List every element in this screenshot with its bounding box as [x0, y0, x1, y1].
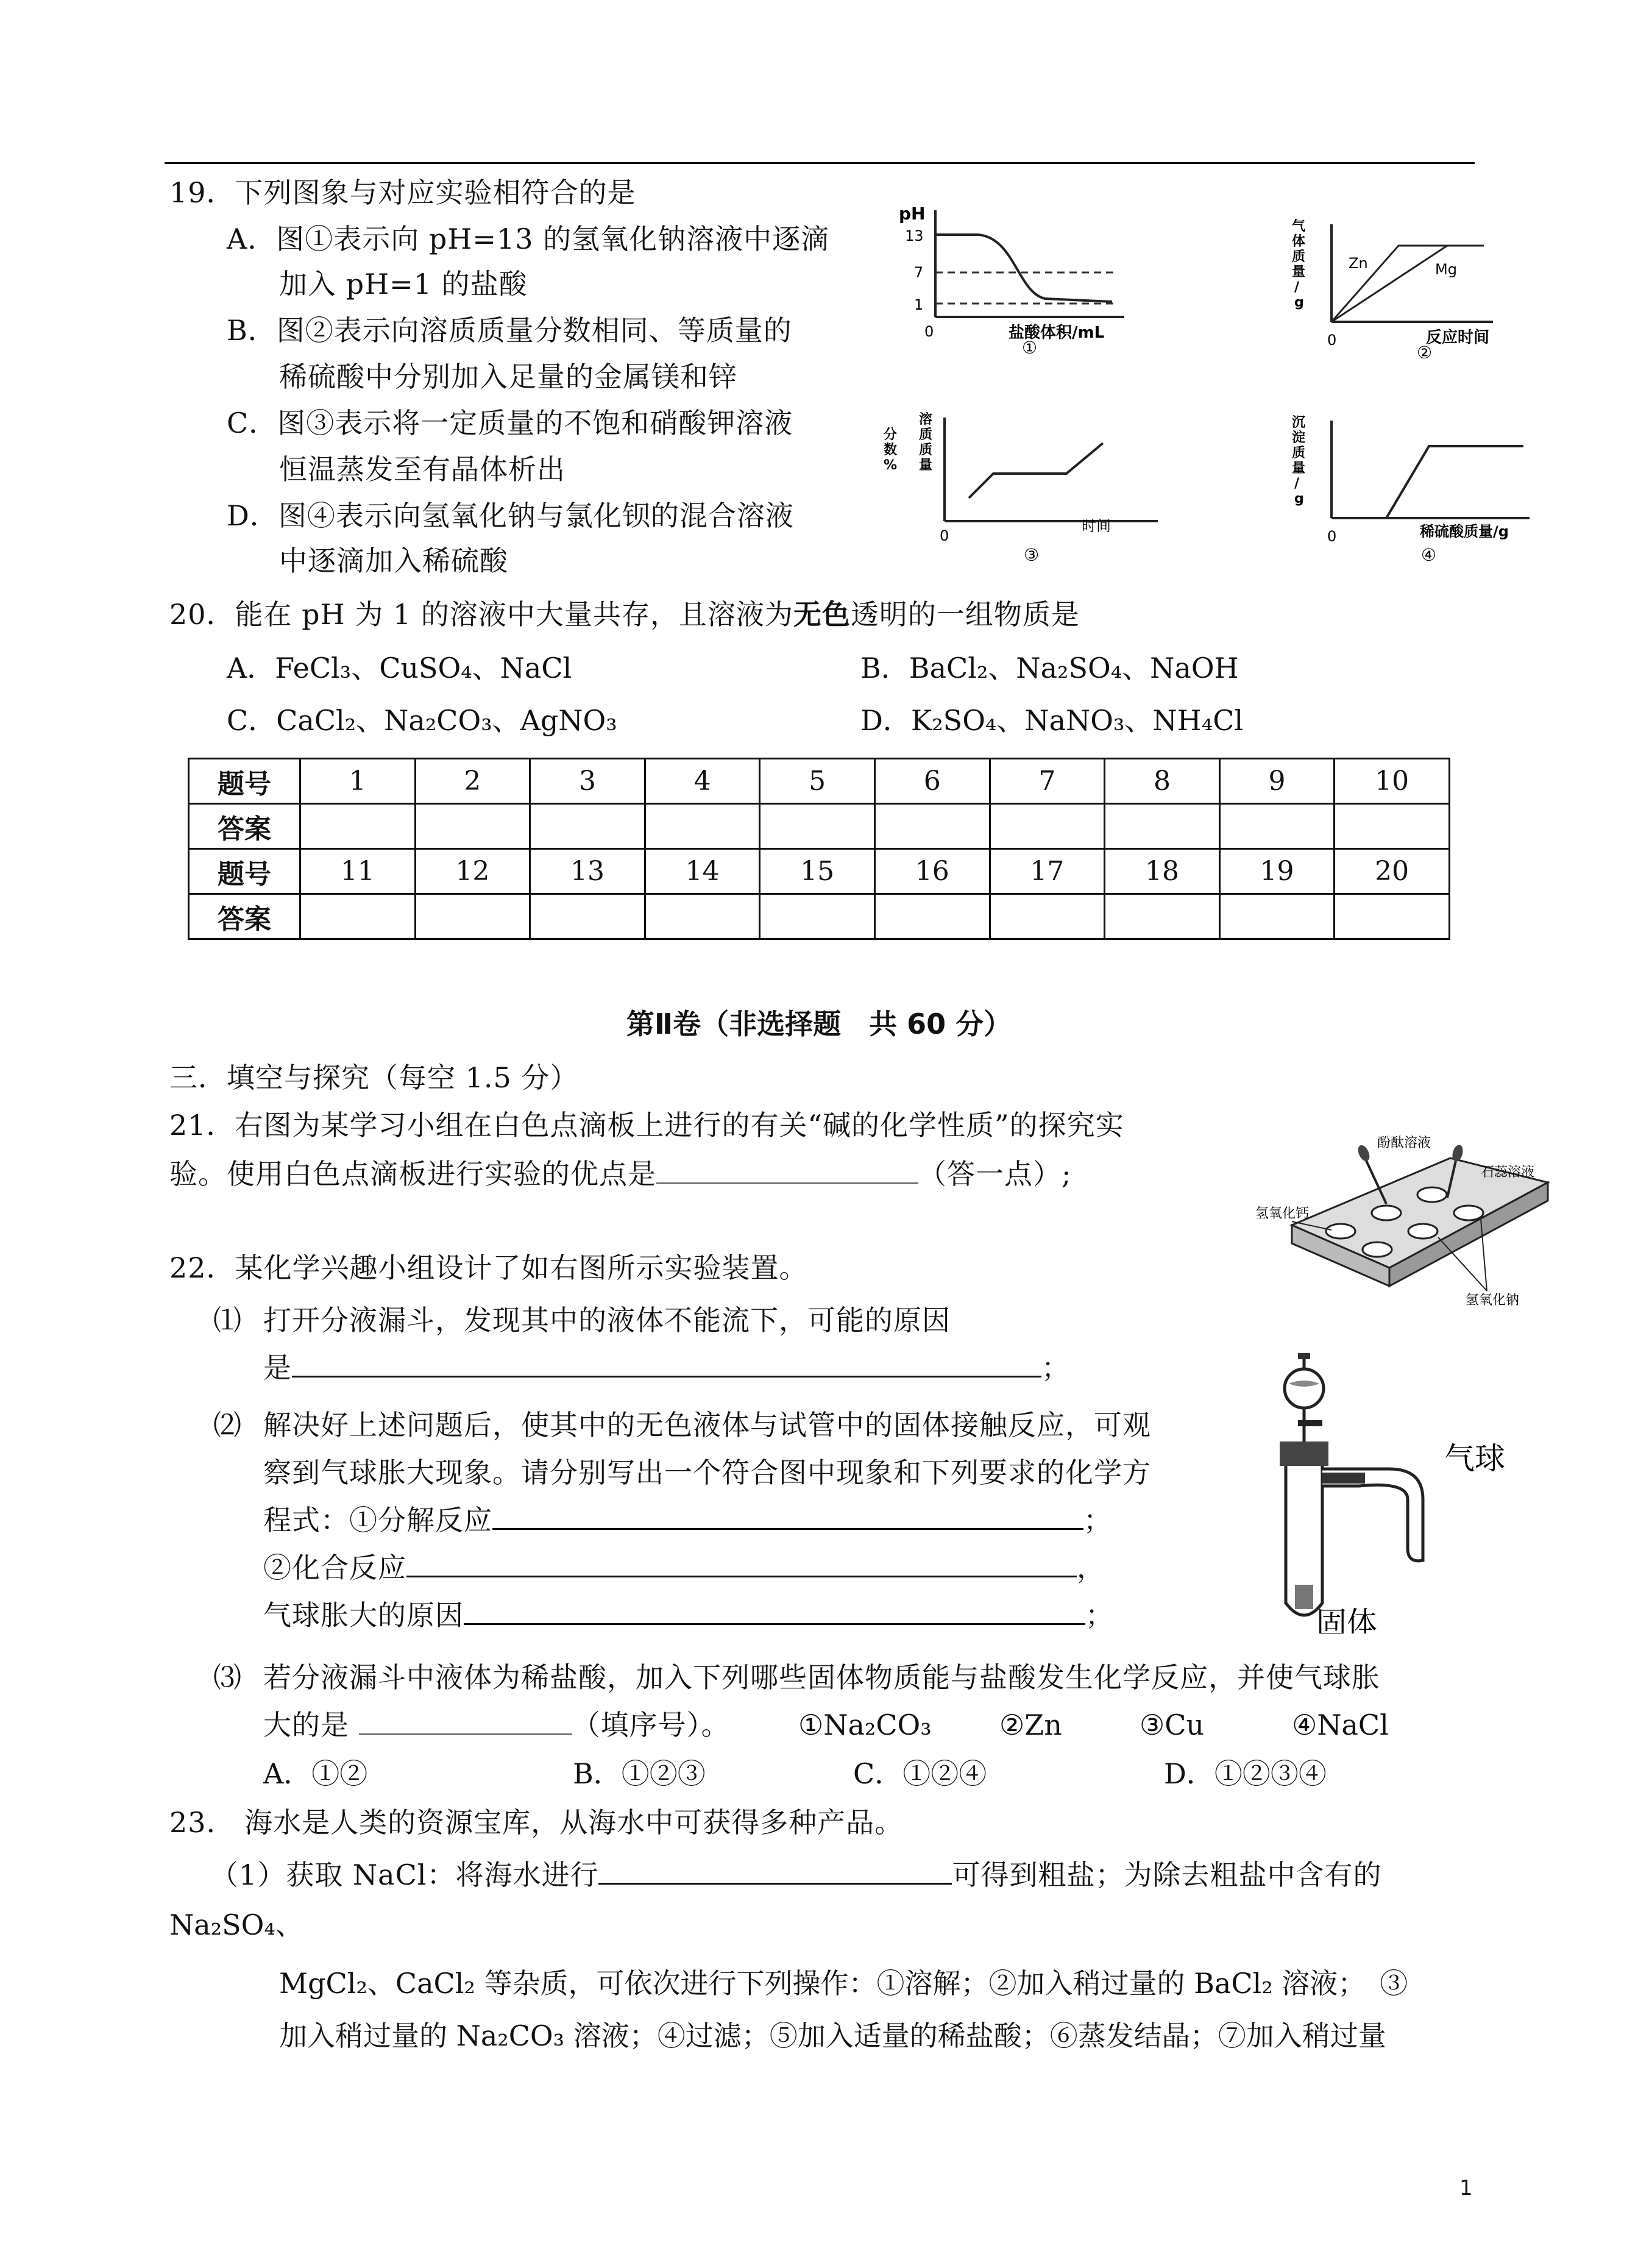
g3-ylabel	[884, 411, 932, 473]
q20-option-a: A．FeCl₃、CuSO₄、NaCl	[227, 652, 572, 684]
q23-part1-line3: MgCl₂、CaCl₂ 等杂质，可依次进行下列操作：①溶解；②加入稍过量的 BaCl₂ 溶液； ③	[279, 1967, 1408, 2000]
g1-tick-1: 1	[914, 296, 924, 313]
q19-option-d-cont: 中逐滴加入稀硫酸	[279, 544, 508, 577]
svg-text:分: 分	[884, 427, 898, 443]
svg-text:质: 质	[919, 443, 933, 458]
q20-emphasis: 无色	[793, 598, 851, 631]
svg-text:气: 气	[1292, 219, 1306, 234]
answer-cell[interactable]	[1219, 894, 1335, 939]
q21-line2: 验。使用白色点滴板进行实验的优点是 （答一点）;	[169, 1157, 1072, 1190]
answer-cell[interactable]	[300, 894, 416, 939]
q22-choice-a: A．①②	[263, 1757, 368, 1790]
answer-cell[interactable]	[1219, 804, 1335, 849]
table-cell: 20	[1335, 849, 1450, 894]
g1-tick-7: 7	[914, 264, 924, 281]
table-cell: 15	[760, 849, 875, 894]
graph-3	[871, 405, 1200, 567]
g2-xlabel: 反应时间	[1426, 329, 1490, 347]
q23-part1-line1: （1）获取 NaCl：将海水进行 可得到粗盐；为除去粗盐中含有的	[210, 1858, 1382, 1891]
q22-part3-num: ⑶	[213, 1661, 241, 1694]
g1-ylabel: pH	[899, 204, 926, 224]
q22-decomposition-blank[interactable]	[492, 1504, 1083, 1530]
g2-mg-label: Mg	[1435, 261, 1457, 278]
label-litmus: 石蕊溶液	[1481, 1165, 1535, 1180]
table-cell: 1	[300, 759, 416, 804]
q22-choice-c: C．①②④	[853, 1757, 987, 1790]
svg-text:溶: 溶	[919, 412, 933, 427]
table-cell: 4	[645, 759, 760, 804]
g3-xlabel: 时间	[1082, 517, 1111, 535]
answer-cell[interactable]	[415, 804, 530, 849]
table-cell: 7	[990, 759, 1105, 804]
svg-text:g: g	[1294, 491, 1304, 507]
svg-text:质: 质	[1292, 249, 1306, 265]
q22-reason-blank[interactable]	[464, 1599, 1085, 1625]
g1-curve	[935, 235, 1112, 302]
label-naoh: 氢氧化钠	[1466, 1293, 1520, 1308]
stopper	[1280, 1441, 1328, 1466]
q22-part1-num: ⑴	[213, 1304, 241, 1337]
q22-part3-opt1: ①Na₂CO₃	[798, 1708, 932, 1741]
label-balloon: 气球	[1444, 1441, 1505, 1476]
table-cell: 5	[760, 759, 875, 804]
q22-part1-blank[interactable]	[292, 1351, 1041, 1378]
q23-part1-line4: 加入稍过量的 Na₂CO₃ 溶液；④过滤；⑤加入适量的稀盐酸；⑥蒸发结晶；⑦加入稍过量	[279, 2019, 1386, 2052]
answer-cell[interactable]	[1335, 894, 1450, 939]
table-row-answers-1	[189, 804, 1450, 849]
table-cell: 14	[645, 849, 760, 894]
graph-2	[1274, 212, 1554, 358]
q22-part3-opt2: ②Zn	[999, 1708, 1062, 1741]
answer-cell[interactable]	[874, 804, 990, 849]
answer-cell[interactable]	[645, 894, 760, 939]
header-rule	[165, 162, 1475, 164]
table-cell: 12	[415, 849, 530, 894]
q22-part3-blank[interactable]	[359, 1709, 572, 1735]
q22-part2-line2: 察到气球胀大现象。请分别写出一个符合图中现象和下列要求的化学方	[263, 1456, 1151, 1489]
q22-part1-line1: 打开分液漏斗，发现其中的液体不能流下，可能的原因	[263, 1304, 951, 1337]
answer-cell[interactable]	[874, 894, 990, 939]
g3-num: ③	[1024, 545, 1040, 565]
q19-option-c-cont: 恒温蒸发至有晶体析出	[279, 453, 566, 486]
q23-stem: 23. 海水是人类的资源宝库，从海水中可获得多种产品。	[169, 1806, 904, 1839]
label-phenolphthalein: 酚酞溶液	[1377, 1136, 1431, 1151]
table-row-numbers-2	[189, 849, 1450, 894]
table-cell: 9	[1219, 759, 1335, 804]
answer-cell[interactable]	[990, 804, 1105, 849]
graph-4	[1274, 408, 1590, 570]
table-label-num: 题号	[189, 759, 300, 804]
q23-method-blank[interactable]	[598, 1858, 952, 1885]
q20-stem: 20．能在 pH 为 1 的溶液中大量共存，且溶液为无色透明的一组物质是	[169, 598, 1080, 631]
table-label-ans: 答案	[189, 894, 300, 939]
svg-text:量: 量	[1292, 265, 1306, 280]
svg-text:数: 数	[884, 443, 898, 458]
g4-curve	[1331, 446, 1523, 518]
table-cell: 16	[874, 849, 990, 894]
svg-text:量: 量	[919, 458, 933, 473]
separatory-funnel	[1285, 1369, 1324, 1408]
solid-sample	[1295, 1585, 1313, 1609]
svg-text:沉: 沉	[1292, 415, 1306, 430]
q22-part3-line2: 大的是 （填序号）。	[263, 1708, 730, 1741]
spot-plate-figure	[1255, 1134, 1560, 1329]
answer-table	[188, 758, 1450, 940]
svg-text:%: %	[884, 458, 898, 473]
q22-combination-blank[interactable]	[406, 1551, 1077, 1577]
label-caoh2: 氢氧化钙	[1255, 1206, 1310, 1221]
part2-title: 第Ⅱ卷（非选择题 共 60 分）	[626, 1008, 1012, 1040]
svg-text:淀: 淀	[1292, 430, 1306, 446]
svg-text:/: /	[1294, 476, 1300, 491]
apparatus-figure	[1268, 1353, 1511, 1633]
g1-xlabel: 盐酸体积/mL	[1009, 324, 1105, 342]
table-label-ans: 答案	[189, 804, 300, 849]
q21-line1: 21．右图为某学习小组在白色点滴板上进行的有关“碱的化学性质”的探究实	[169, 1109, 1124, 1142]
table-cell: 8	[1105, 759, 1220, 804]
answer-cell[interactable]	[1105, 804, 1220, 849]
g4-origin: 0	[1327, 528, 1337, 545]
page-number: 1	[1459, 2176, 1473, 2200]
g2-origin: 0	[1327, 332, 1337, 349]
q22-part2-line4: ②化合反应 ，	[263, 1551, 1105, 1584]
q22-stem: 22．某化学兴趣小组设计了如右图所示实验装置。	[169, 1251, 808, 1284]
table-cell: 6	[874, 759, 990, 804]
table-row-numbers-1	[189, 759, 1450, 804]
q22-part2-line3: 程式：①分解反应 ；	[263, 1504, 1112, 1537]
g1-num: ①	[1022, 338, 1038, 354]
g3-origin: 0	[940, 527, 949, 544]
stopcock	[1298, 1420, 1322, 1426]
q22-part3-line1: 若分液漏斗中液体为稀盐酸，加入下列哪些固体物质能与盐酸发生化学反应，并使气球胀	[263, 1661, 1380, 1694]
answer-cell[interactable]	[1335, 804, 1450, 849]
answer-cell[interactable]	[300, 804, 416, 849]
svg-text:质: 质	[1292, 446, 1306, 461]
q22-part1-line2: 是 ；	[263, 1351, 1070, 1384]
q22-part2-line5: 气球胀大的原因 ；	[263, 1599, 1114, 1632]
svg-text:g: g	[1294, 295, 1304, 310]
q22-part3-opt3: ③Cu	[1140, 1708, 1205, 1741]
q20-option-c: C．CaCl₂、Na₂CO₃、AgNO₃	[227, 704, 617, 737]
q19-option-c: C．图③表示将一定质量的不饱和硝酸钾溶液	[227, 407, 793, 439]
q22-choice-d: D．①②③④	[1164, 1757, 1327, 1790]
table-cell: 11	[300, 849, 416, 894]
q19-option-b: B．图②表示向溶质质量分数相同、等质量的	[227, 314, 792, 347]
label-solid: 固体	[1316, 1605, 1377, 1633]
table-cell: 17	[990, 849, 1105, 894]
answer-cell[interactable]	[645, 804, 760, 849]
q19-option-b-cont: 稀硫酸中分别加入足量的金属镁和锌	[279, 360, 737, 393]
table-cell: 13	[530, 849, 645, 894]
svg-text:/: /	[1294, 280, 1300, 295]
table-cell: 10	[1335, 759, 1450, 804]
answer-cell[interactable]	[760, 894, 875, 939]
q19-option-a: A．图①表示向 pH=13 的氢氧化钠溶液中逐滴	[227, 222, 830, 255]
g4-num: ④	[1421, 545, 1437, 565]
q22-part2-line1: 解决好上述问题后，使其中的无色液体与试管中的固体接触反应，可观	[263, 1409, 1151, 1441]
g2-zn-label: Zn	[1349, 255, 1368, 272]
q22-choice-b: B．①②③	[573, 1757, 706, 1790]
answer-cell[interactable]	[990, 894, 1105, 939]
svg-text:体: 体	[1292, 234, 1306, 249]
graph-1	[887, 201, 1204, 354]
g2-num: ②	[1417, 343, 1433, 358]
g2-ylabel	[1292, 218, 1306, 310]
q20-option-d: D．K₂SO₄、NaNO₃、NH₄Cl	[860, 704, 1244, 737]
q22-part2-num: ⑵	[213, 1409, 241, 1441]
table-label-num: 题号	[189, 849, 300, 894]
g4-xlabel: 稀硫酸质量/g	[1420, 523, 1509, 540]
table-cell: 18	[1105, 849, 1220, 894]
g1-origin: 0	[924, 323, 934, 340]
table-cell: 3	[530, 759, 645, 804]
g4-ylabel	[1292, 415, 1305, 507]
q22-part3-opt4: ④NaCl	[1292, 1708, 1389, 1741]
svg-text:质: 质	[919, 427, 933, 443]
table-cell: 19	[1219, 849, 1335, 894]
q23-part1-line2: Na₂SO₄、	[169, 1908, 303, 1941]
g1-tick-13: 13	[905, 227, 924, 244]
section-3-heading: 三．填空与探究（每空 1.5 分）	[169, 1061, 579, 1094]
table-cell: 2	[415, 759, 530, 804]
q19-option-a-cont: 加入 pH=1 的盐酸	[279, 268, 528, 300]
answer-cell[interactable]	[1105, 894, 1220, 939]
answer-cell[interactable]	[530, 804, 645, 849]
table-row-answers-2	[189, 894, 1450, 939]
q20-option-b: B．BaCl₂、Na₂SO₄、NaOH	[860, 652, 1239, 684]
answer-cell[interactable]	[415, 894, 530, 939]
q19-stem: 19．下列图象与对应实验相符合的是	[169, 176, 636, 209]
q19-option-d: D．图④表示向氢氧化钠与氯化钡的混合溶液	[227, 499, 794, 532]
g3-curve	[969, 443, 1103, 498]
answer-cell[interactable]	[530, 894, 645, 939]
svg-text:量: 量	[1292, 461, 1306, 476]
answer-cell[interactable]	[760, 804, 875, 849]
q21-answer-blank[interactable]	[656, 1158, 918, 1184]
